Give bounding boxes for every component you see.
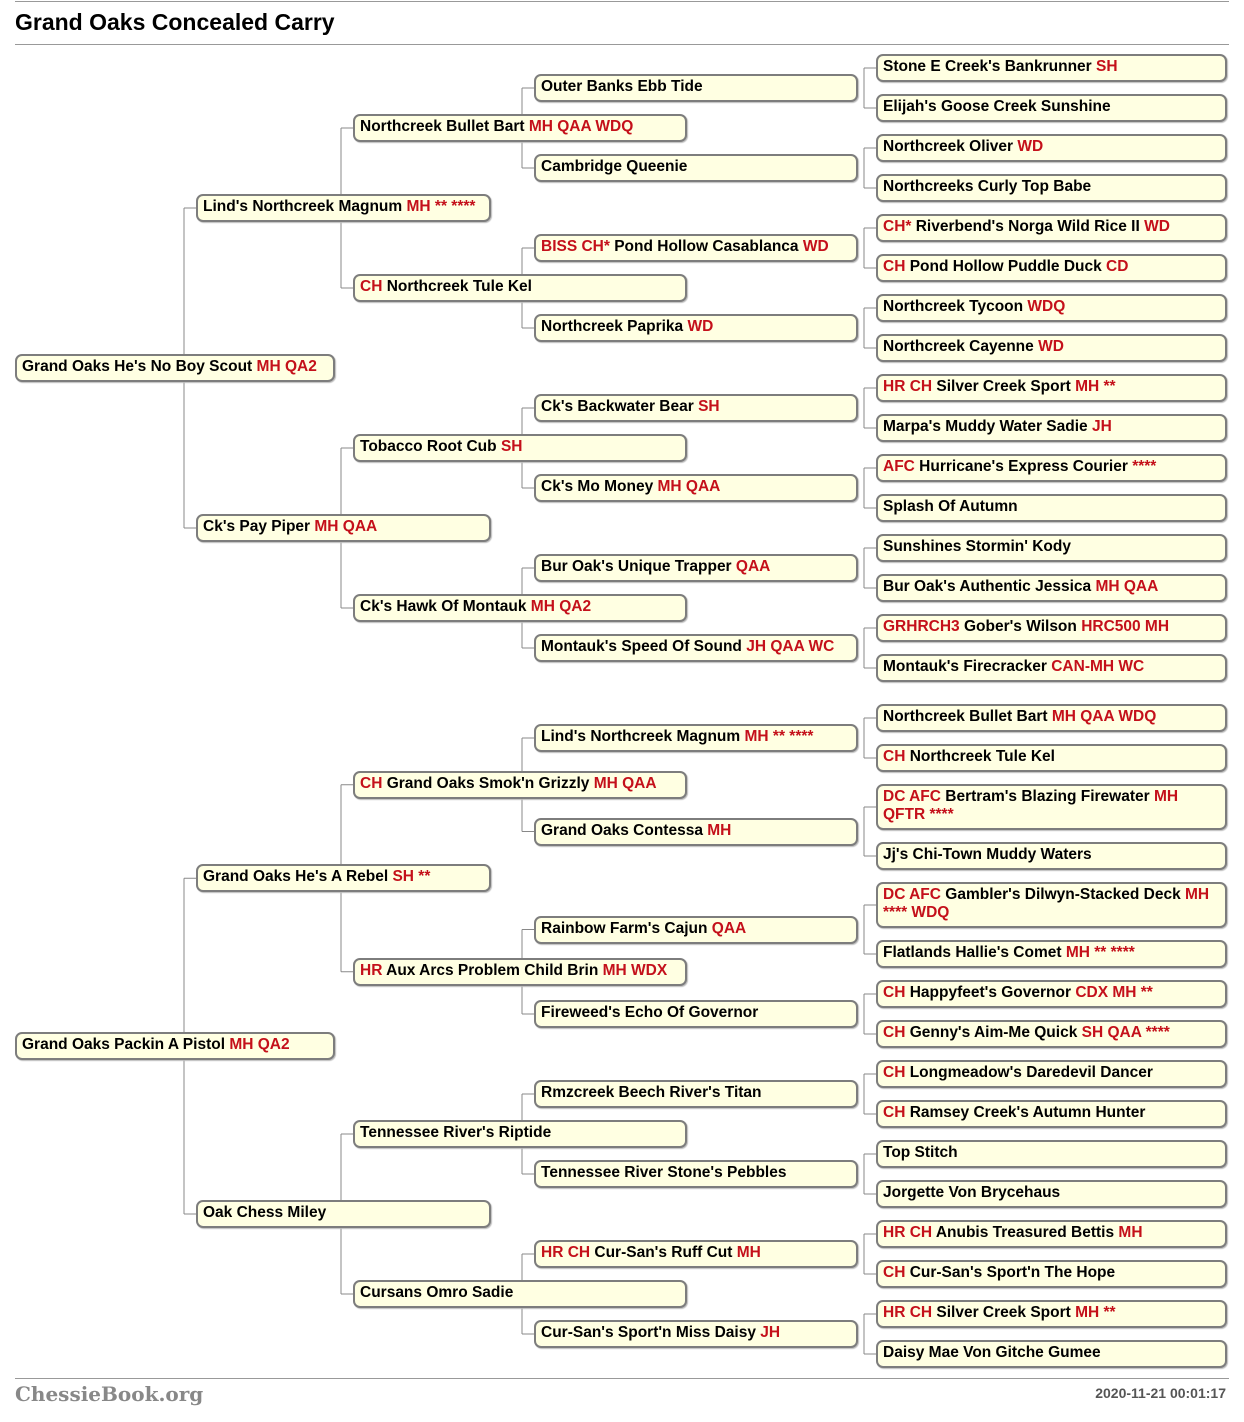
ancestor-sire-dam-dam-dam-dam[interactable] — [876, 654, 1227, 682]
title-abbrev: CH — [883, 1024, 910, 1041]
ancestor-dam-sire-dam-sire[interactable] — [534, 916, 858, 944]
dog-name: Ramsey Creek's Autumn Hunter — [909, 1104, 1146, 1121]
dog-name: Ck's Pay Piper — [203, 518, 315, 535]
title-abbrev: WD — [1038, 338, 1064, 355]
ancestor-sire-dam-sire-sire-dam[interactable] — [876, 414, 1227, 442]
dog-name: Northcreek Tule Kel — [386, 278, 532, 295]
dog-name: Northcreek Paprika — [541, 318, 688, 335]
dog-name: Aux Arcs Problem Child Brin — [386, 962, 603, 979]
title-abbrev: DC AFC — [883, 886, 946, 903]
title-abbrev: MH QAA — [657, 478, 721, 495]
title-abbrev: HR — [360, 962, 387, 979]
ancestor-dam-dam-dam-dam-sire[interactable] — [876, 1300, 1227, 1328]
dog-name: Bur Oak's Unique Trapper — [541, 558, 736, 575]
dog-name: Northcreeks Curly Top Babe — [883, 178, 1092, 195]
title-abbrev: JH — [760, 1324, 781, 1341]
title-abbrev: MH WDX — [602, 962, 668, 979]
title-abbrev: QAA — [711, 920, 747, 937]
ancestor-sire-dam-dam-sire[interactable] — [534, 554, 858, 582]
dog-name: Jorgette Von Brycehaus — [883, 1184, 1061, 1201]
ancestor-sire-sire-sire-dam-sire[interactable] — [876, 134, 1227, 162]
title-abbrev: MH QAA — [593, 775, 657, 792]
ancestor-sire-sire-sire-sire-sire[interactable] — [876, 54, 1227, 82]
ancestor-sire-dam-sire-dam[interactable] — [534, 474, 858, 502]
title-abbrev: CH* — [883, 218, 916, 235]
title-abbrev: JH QAA WC — [746, 638, 835, 655]
dog-name: Elijah's Goose Creek Sunshine — [883, 98, 1111, 115]
dog-name: Grand Oaks Contessa — [541, 822, 708, 839]
dog-name: Pond Hollow Casablanca — [614, 238, 803, 255]
ancestor-sire[interactable] — [15, 354, 335, 382]
dog-name: Rainbow Farm's Cajun — [541, 920, 712, 937]
dog-name: Cambridge Queenie — [541, 158, 688, 175]
ancestor-dam-sire-dam-dam[interactable] — [534, 1000, 858, 1028]
ancestor-sire-dam-sire-sire[interactable] — [534, 394, 858, 422]
dog-name: Ck's Backwater Bear — [541, 398, 699, 415]
ancestor-sire-dam-sire-sire-sire[interactable] — [876, 374, 1227, 402]
title-abbrev: MH ** — [1075, 378, 1116, 395]
ancestor-dam-dam-dam-sire[interactable] — [534, 1240, 858, 1268]
title-abbrev: HRC500 MH — [1081, 618, 1170, 635]
dog-name: Sunshines Stormin' Kody — [883, 538, 1071, 555]
ancestor-sire-dam-sire-dam-sire[interactable] — [876, 454, 1227, 482]
dog-name: Flatlands Hallie's Comet — [883, 944, 1066, 961]
ancestor-dam-dam-sire-dam-dam[interactable] — [876, 1180, 1227, 1208]
dog-name: Lind's Northcreek Magnum — [541, 728, 745, 745]
title-abbrev: MH QAA — [1095, 578, 1159, 595]
ancestor-sire-dam-dam-sire-sire[interactable] — [876, 534, 1227, 562]
title-abbrev: MH QAA WDQ — [528, 118, 634, 135]
ancestor-dam-dam-dam-sire-sire[interactable] — [876, 1220, 1227, 1248]
title-abbrev: CH — [883, 984, 910, 1001]
title-abbrev: MH ** **** — [1065, 944, 1135, 961]
dog-name: Montauk's Speed Of Sound — [541, 638, 747, 655]
title-abbrev: CH — [360, 775, 387, 792]
ancestor-sire-sire-sire-dam[interactable] — [534, 154, 858, 182]
ancestor-dam-dam-sire-sire-dam[interactable] — [876, 1100, 1227, 1128]
title-abbrev: CAN-MH WC — [1051, 658, 1145, 675]
dog-name: Bur Oak's Authentic Jessica — [883, 578, 1096, 595]
title-abbrev: WD — [1017, 138, 1044, 155]
ancestor-sire-dam-dam-sire-dam[interactable] — [876, 574, 1227, 602]
title-abbrev: MH ** **** — [744, 728, 814, 745]
ancestor-sire-sire-dam-sire[interactable] — [534, 234, 858, 262]
ancestor-sire-sire-dam-sire-sire[interactable] — [876, 214, 1227, 242]
title-abbrev: CH — [883, 258, 910, 275]
title-abbrev: MH ** — [1075, 1304, 1116, 1321]
ancestor-dam-dam-dam-dam-dam[interactable] — [876, 1340, 1227, 1368]
title-abbrev: SH QAA **** — [1081, 1024, 1170, 1041]
dog-name: Ck's Hawk Of Montauk — [360, 598, 531, 615]
title-abbrev: CH — [360, 278, 387, 295]
title-abbrev: MH QA2 — [256, 358, 317, 375]
dog-name: Tennessee River's Riptide — [360, 1124, 552, 1141]
ancestor-sire-sire-dam-dam-dam[interactable] — [876, 334, 1227, 362]
title-abbrev: WDQ — [1027, 298, 1066, 315]
dog-name: Splash Of Autumn — [883, 498, 1018, 515]
title-abbrev: CH — [883, 1104, 910, 1121]
dog-name: Northcreek Tule Kel — [909, 748, 1055, 765]
ancestor-dam-sire-dam-dam-dam[interactable] — [876, 1020, 1227, 1048]
ancestor-dam-sire-dam-dam-sire[interactable] — [876, 980, 1227, 1008]
title-abbrev: CDX MH ** — [1075, 984, 1153, 1001]
ancestor-dam-sire-dam-sire-sire[interactable] — [876, 882, 1227, 928]
title-abbrev: MH — [736, 1244, 761, 1261]
dog-name: Rmzcreek Beech River's Titan — [541, 1084, 762, 1101]
ancestor-dam-sire-dam-sire-dam[interactable] — [876, 940, 1227, 968]
dog-name: Outer Banks Ebb Tide — [541, 78, 703, 95]
title-abbrev: SH — [1096, 58, 1118, 75]
dog-name: Fireweed's Echo Of Governor — [541, 1004, 759, 1021]
footer-divider — [15, 1378, 1229, 1379]
title-abbrev: MH QA2 — [530, 598, 592, 615]
ancestor-dam-sire-sire-dam[interactable] — [534, 818, 858, 846]
title-abbrev: SH — [698, 398, 720, 415]
title-abbrev: SH — [500, 438, 523, 455]
title-abbrev: CH — [883, 1264, 910, 1281]
ancestor-dam-sire-sire-sire[interactable] — [534, 724, 858, 752]
title-abbrev: CD — [1106, 258, 1129, 275]
title-abbrev: GRHRCH3 — [883, 618, 964, 635]
ancestor-dam-sire-dam[interactable] — [353, 958, 687, 986]
dog-name: Silver Creek Sport — [936, 1304, 1076, 1321]
dog-name: Tennessee River Stone's Pebbles — [541, 1164, 787, 1181]
ancestor-sire-dam-sire[interactable] — [353, 434, 687, 462]
dog-name: Jj's Chi-Town Muddy Waters — [883, 846, 1092, 863]
dog-name: Montauk's Firecracker — [883, 658, 1052, 675]
ancestor-sire-sire-dam[interactable] — [353, 274, 687, 302]
title-abbrev: WD — [687, 318, 714, 335]
ancestor-sire-sire-dam-dam[interactable] — [534, 314, 858, 342]
dog-name: Ck's Mo Money — [541, 478, 658, 495]
dog-name: Northcreek Oliver — [883, 138, 1018, 155]
ancestor-sire-dam-dam[interactable] — [353, 594, 687, 622]
title-abbrev: HR CH — [883, 378, 937, 395]
ancestor-dam-sire-sire[interactable] — [353, 771, 687, 799]
dog-name: Anubis Treasured Bettis — [935, 1224, 1119, 1241]
ancestor-dam-dam-dam-sire-dam[interactable] — [876, 1260, 1227, 1288]
ancestor-dam[interactable] — [15, 1032, 335, 1060]
dog-name: Silver Creek Sport — [936, 378, 1076, 395]
ancestor-dam-sire-sire-sire-dam[interactable] — [876, 744, 1227, 772]
dog-name: Stone E Creek's Bankrunner — [883, 58, 1097, 75]
dog-name: Northcreek Tycoon — [883, 298, 1028, 315]
title-abbrev: DC AFC — [883, 788, 946, 805]
dog-name: Happyfeet's Governor — [909, 984, 1076, 1001]
title-abbrev: CH — [883, 748, 910, 765]
ancestor-dam-sire-sire-dam-sire[interactable] — [876, 784, 1227, 830]
title-abbrev: WD — [802, 238, 829, 255]
title-abbrev: JH — [1091, 418, 1112, 435]
dog-name: Longmeadow's Daredevil Dancer — [909, 1064, 1153, 1081]
title-abbrev: MH **** WDQ — [883, 886, 1210, 921]
ancestor-dam-dam[interactable] — [196, 1200, 491, 1228]
dog-name: Cur-San's Sport'n The Hope — [909, 1264, 1116, 1281]
title-abbrev: HR CH — [541, 1244, 595, 1261]
page-title: Grand Oaks Concealed Carry — [15, 9, 335, 35]
dog-name: Genny's Aim-Me Quick — [909, 1024, 1082, 1041]
ancestor-dam-sire-sire-sire-sire[interactable] — [876, 704, 1227, 732]
ancestor-sire-sire-sire-dam-dam[interactable] — [876, 174, 1227, 202]
title-abbrev: BISS CH* — [541, 238, 615, 255]
title-abbrev: HR CH — [883, 1304, 937, 1321]
title-abbrev: SH ** — [392, 868, 431, 885]
ancestor-sire-dam[interactable] — [196, 514, 491, 542]
dog-name: Cur-San's Sport'n Miss Daisy — [541, 1324, 761, 1341]
dog-name: Northcreek Cayenne — [883, 338, 1039, 355]
dog-name: Grand Oaks He's A Rebel — [203, 868, 393, 885]
title-abbrev: WD — [1144, 218, 1170, 235]
title-abbrev: CH — [883, 1064, 910, 1081]
title-abbrev: **** — [1132, 458, 1157, 475]
ancestor-dam-sire-sire-dam-dam[interactable] — [876, 842, 1227, 870]
ancestor-dam-dam-sire-dam[interactable] — [534, 1160, 858, 1188]
dog-name: Top Stitch — [883, 1144, 958, 1161]
title-abbrev: MH QAA — [314, 518, 378, 535]
dog-name: Bertram's Blazing Firewater — [945, 788, 1154, 805]
dog-name: Marpa's Muddy Water Sadie — [883, 418, 1092, 435]
title-abbrev: MH QAA WDQ — [1051, 708, 1157, 725]
dog-name: Northcreek Bullet Bart — [360, 118, 529, 135]
ancestor-dam-sire[interactable] — [196, 864, 491, 892]
dog-name: Daisy Mae Von Gitche Gumee — [883, 1344, 1101, 1361]
title-abbrev: MH ** **** — [406, 198, 476, 215]
generated-timestamp: 2020-11-21 00:01:17 — [1095, 1385, 1226, 1401]
dog-name: Oak Chess Miley — [203, 1204, 327, 1221]
dog-name: Gober's Wilson — [963, 618, 1082, 635]
dog-name: Grand Oaks He's No Boy Scout — [22, 358, 257, 375]
ancestor-sire-dam-dam-dam-sire[interactable] — [876, 614, 1227, 642]
dog-name: Riverbend's Norga Wild Rice II — [915, 218, 1145, 235]
title-abbrev: QAA — [735, 558, 771, 575]
ancestor-dam-dam-sire-sire[interactable] — [534, 1080, 858, 1108]
ancestor-sire-sire-dam-sire-dam[interactable] — [876, 254, 1227, 282]
ancestor-dam-dam-sire-sire-sire[interactable] — [876, 1060, 1227, 1088]
ancestor-sire-sire-sire-sire-dam[interactable] — [876, 94, 1227, 122]
dog-name: Pond Hollow Puddle Duck — [909, 258, 1107, 275]
ancestor-dam-dam-dam-dam[interactable] — [534, 1320, 858, 1348]
dog-name: Grand Oaks Smok'n Grizzly — [386, 775, 594, 792]
dog-name: Hurricane's Express Courier — [919, 458, 1133, 475]
dog-name: Cur-San's Ruff Cut — [594, 1244, 737, 1261]
title-abbrev: MH — [1118, 1224, 1143, 1241]
dog-name: Gambler's Dilwyn-Stacked Deck — [945, 886, 1186, 903]
title-abbrev: MH — [707, 822, 732, 839]
dog-name: Cursans Omro Sadie — [360, 1284, 514, 1301]
dog-name: Lind's Northcreek Magnum — [203, 198, 407, 215]
title-abbrev: AFC — [883, 458, 920, 475]
title-abbrev: MH QFTR **** — [883, 788, 1179, 823]
title-abbrev: MH QA2 — [229, 1036, 290, 1053]
ancestor-dam-dam-sire-dam-sire[interactable] — [876, 1140, 1227, 1168]
ancestor-dam-dam-sire[interactable] — [353, 1120, 687, 1148]
ancestor-sire-dam-sire-dam-dam[interactable] — [876, 494, 1227, 522]
dog-name: Northcreek Bullet Bart — [883, 708, 1052, 725]
dog-name: Tobacco Root Cub — [360, 438, 501, 455]
dog-name: Grand Oaks Packin A Pistol — [22, 1036, 230, 1053]
ancestor-dam-dam-dam[interactable] — [353, 1280, 687, 1308]
title-abbrev: HR CH — [883, 1224, 936, 1241]
ancestor-sire-sire-dam-dam-sire[interactable] — [876, 294, 1227, 322]
ancestor-sire-sire-sire[interactable] — [353, 114, 687, 142]
ancestor-sire-dam-dam-dam[interactable] — [534, 634, 858, 662]
site-brand[interactable]: ChessieBook.org — [15, 1382, 204, 1406]
ancestor-sire-sire[interactable] — [196, 194, 491, 222]
ancestor-sire-sire-sire-sire[interactable] — [534, 74, 858, 102]
